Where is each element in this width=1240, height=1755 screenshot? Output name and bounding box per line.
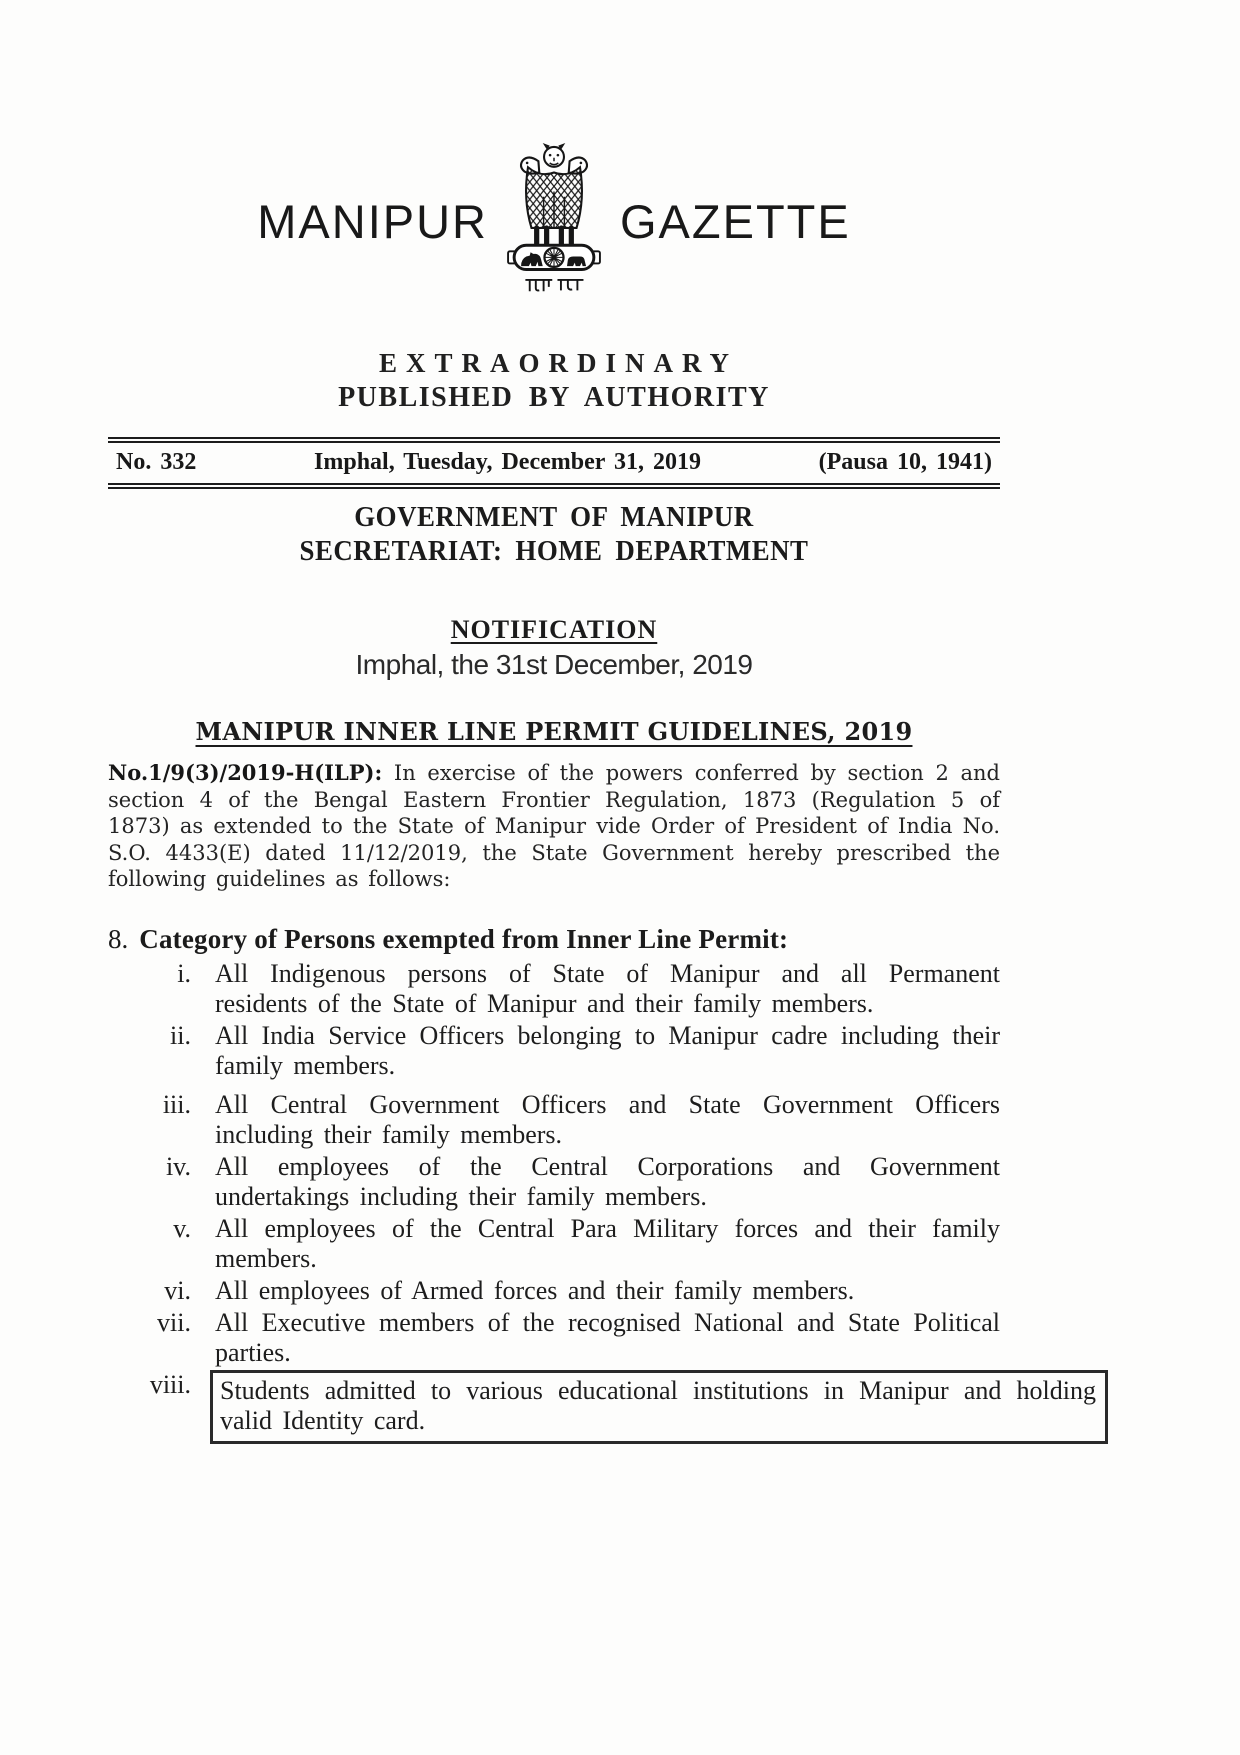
secretariat-line: SECRETARIAT: HOME DEPARTMENT bbox=[299, 536, 809, 567]
list-item-marker: iv. bbox=[165, 1151, 191, 1181]
list-item-v bbox=[108, 1214, 1000, 1274]
satyameva-jayate-motto bbox=[525, 280, 583, 291]
list-item-i bbox=[108, 959, 1000, 1019]
section-heading bbox=[108, 923, 1000, 955]
list-item-text: All employees of the Central Corporations and Government undertakings including their family members. bbox=[215, 1151, 1000, 1211]
notification-dateline: Imphal, the 31st December, 2019 bbox=[355, 649, 753, 680]
list-item-text: All employees of the Central Para Military forces and their family members. bbox=[215, 1213, 1000, 1273]
preamble-text: In exercise of the powers conferred by section 2 and section 4 of the Bengal Eastern Frontier Regulation, 1873 (Regulation 5 of 1873) as extended to the State of Manipur vide Order of President of India No. S.O. 4433(E) dated 11/12/2019, the State Government hereby prescribed the following guidelines as follows: bbox=[108, 761, 1000, 891]
national-emblem-of-india-icon bbox=[502, 134, 606, 308]
notification-heading: NOTIFICATION bbox=[450, 615, 658, 644]
masthead-title-right: GAZETTE bbox=[620, 194, 851, 248]
list-item-marker: ii. bbox=[170, 1020, 191, 1050]
issue-number: No. 332 bbox=[116, 449, 197, 475]
list-item-text: All Indigenous persons of State of Manipur and all Permanent residents of the State of Manipur and their family members. bbox=[215, 958, 1000, 1018]
department-heading bbox=[108, 501, 1000, 569]
list-item-vi bbox=[108, 1276, 1000, 1306]
authority-label: PUBLISHED BY AUTHORITY bbox=[338, 382, 770, 413]
list-item-text-highlight-box: Students admitted to various educational institutions in Manipur and holding valid Identity card. bbox=[210, 1370, 1108, 1444]
masthead bbox=[108, 134, 1000, 414]
masthead-title-row bbox=[108, 134, 1000, 308]
list-item-marker: vi. bbox=[164, 1275, 191, 1305]
reference-number: No.1/9(3)/2019-H(ILP): bbox=[108, 760, 383, 785]
exemption-list bbox=[108, 958, 1096, 1444]
list-item-iv bbox=[108, 1152, 1000, 1212]
issue-saka-date: (Pausa 10, 1941) bbox=[818, 449, 992, 475]
list-item-marker: iii. bbox=[162, 1089, 191, 1119]
edition-label: EXTRAORDINARY bbox=[378, 348, 739, 378]
list-item-marker: i. bbox=[177, 958, 191, 988]
list-item-text: All India Service Officers belonging to Manipur cadre including their family members. bbox=[215, 1020, 1000, 1080]
government-line: GOVERNMENT OF MANIPUR bbox=[354, 502, 754, 533]
list-item-vii bbox=[108, 1308, 1000, 1368]
masthead-title-left: MANIPUR bbox=[257, 194, 488, 248]
guidelines-title: MANIPUR INNER LINE PERMIT GUIDELINES, 2019 bbox=[195, 717, 913, 746]
list-item-viii bbox=[108, 1369, 1096, 1444]
list-item-text: All employees of Armed forces and their family members. bbox=[215, 1275, 855, 1305]
issue-bar bbox=[108, 437, 1000, 489]
section-number: 8. bbox=[108, 923, 129, 954]
list-item-ii bbox=[108, 1021, 1000, 1081]
list-item-marker: vii. bbox=[157, 1307, 191, 1337]
list-item-marker: v. bbox=[173, 1213, 191, 1243]
list-item-marker: viii. bbox=[149, 1369, 191, 1399]
issue-date: Imphal, Tuesday, December 31, 2019 bbox=[314, 449, 701, 475]
list-item-iii bbox=[108, 1090, 1000, 1150]
list-item-text: All Executive members of the recognised National and State Political parties. bbox=[215, 1307, 1000, 1367]
list-item-text: All Central Government Officers and State Government Officers including their family members. bbox=[215, 1089, 1000, 1149]
section-title: Category of Persons exempted from Inner Line Permit: bbox=[139, 923, 789, 954]
preamble-paragraph bbox=[108, 760, 1000, 893]
page-content bbox=[108, 0, 1096, 1446]
